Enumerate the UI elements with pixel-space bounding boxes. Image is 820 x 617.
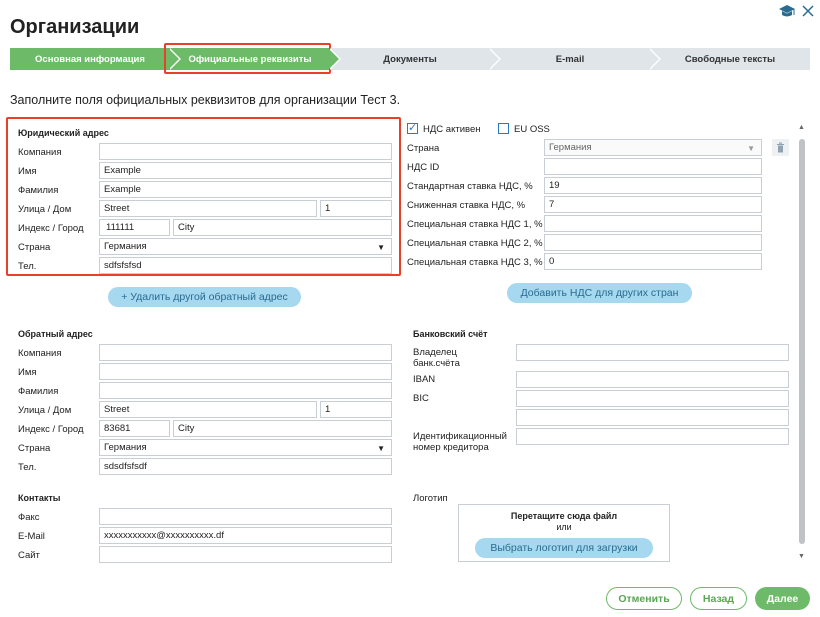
step-documents[interactable]: [330, 48, 490, 70]
selected-country: Германия: [104, 241, 147, 252]
return-last-name-input[interactable]: [99, 382, 392, 399]
first-name-label: Имя: [18, 166, 37, 177]
first-name-label: Имя: [18, 367, 37, 378]
logo-drop-zone[interactable]: [458, 504, 670, 562]
chevron-down-icon: ▼: [377, 243, 385, 252]
return-country-select[interactable]: [99, 439, 392, 456]
legal-country-select[interactable]: [99, 238, 392, 255]
account-owner-label: [413, 347, 460, 369]
selected-country: Германия: [104, 442, 147, 453]
return-city-input[interactable]: City: [173, 420, 392, 437]
next-button[interactable]: Далее: [755, 587, 810, 610]
country-label: Страна: [18, 443, 51, 454]
return-street-input[interactable]: Street: [99, 401, 317, 418]
step-label: E-mail: [555, 53, 585, 65]
return-first-name-input[interactable]: [99, 363, 392, 380]
step-label: Официальные реквизиты: [188, 53, 312, 65]
bic-label: BIC: [413, 393, 429, 404]
vat-country-select[interactable]: [544, 139, 762, 156]
bank-extra-input[interactable]: [516, 409, 789, 426]
special-rate-3-input[interactable]: 0: [544, 253, 762, 270]
legal-first-name-input[interactable]: Example: [99, 162, 392, 179]
creditor-id-label-line: Идентификационный: [413, 431, 507, 442]
chevron-down-icon: ▼: [377, 444, 385, 453]
step-label: Основная информация: [35, 53, 145, 65]
iban-label: IBAN: [413, 374, 436, 385]
intro-text: Заполните поля официальных реквизитов для организации Тест 3.: [10, 93, 401, 107]
step-email[interactable]: [490, 48, 650, 70]
vat-active-checkbox[interactable]: [407, 123, 418, 134]
step-basic-info[interactable]: [10, 48, 170, 70]
scroll-up-icon[interactable]: ▲: [798, 124, 805, 131]
step-label: Свободные тексты: [684, 53, 776, 65]
eu-oss-label: EU OSS: [514, 124, 550, 135]
reduced-rate-label: Сниженная ставка НДС, %: [407, 200, 526, 211]
page-title: Организации: [10, 16, 140, 38]
scrollbar[interactable]: [798, 124, 806, 560]
fax-input[interactable]: [99, 508, 392, 525]
account-owner-label-line: банк.счёта: [413, 358, 460, 369]
legal-last-name-input[interactable]: Example: [99, 181, 392, 198]
add-vat-other-countries-button[interactable]: Добавить НДС для других стран: [507, 283, 692, 303]
standard-rate-input[interactable]: 19: [544, 177, 762, 194]
window-controls: [778, 4, 814, 20]
close-icon[interactable]: [802, 5, 814, 19]
phone-label: Тел.: [18, 261, 37, 272]
company-label: Компания: [18, 348, 62, 359]
bank-account-title: Банковский счёт: [413, 329, 488, 339]
remove-return-address-button[interactable]: + Удалить другой обратный адрес: [108, 287, 301, 307]
return-house-input[interactable]: 1: [320, 401, 392, 418]
vat-id-label: НДС ID: [407, 162, 440, 173]
chevron-down-icon: ▼: [747, 144, 755, 153]
site-input[interactable]: [99, 546, 392, 563]
wizard-steps: [10, 48, 810, 70]
email-input[interactable]: xxxxxxxxxxx@xxxxxxxxxx.df: [99, 527, 392, 544]
step-highlight: [164, 43, 331, 74]
bic-input[interactable]: [516, 390, 789, 407]
special-rate-3-label: Специальная ставка НДС 3, %: [407, 257, 543, 268]
country-label: Страна: [18, 242, 51, 253]
graduation-cap-icon[interactable]: [778, 4, 796, 20]
vat-id-input[interactable]: [544, 158, 762, 175]
special-rate-2-label: Специальная ставка НДС 2, %: [407, 238, 543, 249]
email-label: E-Mail: [18, 531, 45, 542]
return-address-title: Обратный адрес: [18, 329, 93, 339]
legal-phone-input[interactable]: sdfsfsfsd: [99, 257, 392, 274]
creditor-id-label: [413, 431, 507, 453]
zip-city-label: Индекс / Город: [18, 223, 84, 234]
legal-company-input[interactable]: [99, 143, 392, 160]
vat-active-label: НДС активен: [423, 124, 481, 135]
return-company-input[interactable]: [99, 344, 392, 361]
creditor-id-input[interactable]: [516, 428, 789, 445]
selected-country: Германия: [549, 142, 592, 153]
drop-text: Перетащите сюда файл: [510, 511, 618, 521]
creditor-id-label-line: номер кредитора: [413, 442, 489, 453]
vat-country-label: Страна: [407, 143, 440, 154]
special-rate-1-input[interactable]: [544, 215, 762, 232]
fax-label: Факс: [18, 512, 40, 523]
company-label: Компания: [18, 147, 62, 158]
step-free-texts[interactable]: [650, 48, 810, 70]
street-label: Улица / Дом: [18, 405, 72, 416]
street-label: Улица / Дом: [18, 204, 72, 215]
cancel-button[interactable]: Отменить: [606, 587, 682, 610]
legal-address-title: Юридический адрес: [18, 128, 109, 138]
logo-label: Логотип: [413, 493, 448, 504]
zip-city-label: Индекс / Город: [18, 424, 84, 435]
scrollbar-thumb[interactable]: [799, 139, 805, 544]
return-phone-input[interactable]: sdsdfsfsdf: [99, 458, 392, 475]
legal-city-input[interactable]: City: [173, 219, 392, 236]
or-text: или: [556, 522, 572, 532]
standard-rate-label: Стандартная ставка НДС, %: [407, 181, 533, 192]
step-label: Документы: [383, 53, 437, 65]
account-owner-label-line: Владелец: [413, 347, 457, 358]
last-name-label: Фамилия: [18, 185, 59, 196]
last-name-label: Фамилия: [18, 386, 59, 397]
phone-label: Тел.: [18, 462, 37, 473]
return-zip-input[interactable]: 83681: [99, 420, 170, 437]
legal-house-input[interactable]: 1: [320, 200, 392, 217]
eu-oss-checkbox[interactable]: [498, 123, 509, 134]
legal-street-input[interactable]: Street: [99, 200, 317, 217]
back-button[interactable]: Назад: [690, 587, 747, 610]
special-rate-1-label: Специальная ставка НДС 1, %: [407, 219, 543, 230]
site-label: Сайт: [18, 550, 40, 561]
reduced-rate-input[interactable]: 7: [544, 196, 762, 213]
scroll-down-icon[interactable]: ▼: [798, 553, 805, 560]
special-rate-2-input[interactable]: [544, 234, 762, 251]
contacts-title: Контакты: [18, 493, 61, 503]
iban-input[interactable]: [516, 371, 789, 388]
account-owner-input[interactable]: [516, 344, 789, 361]
trash-icon[interactable]: [772, 139, 789, 156]
legal-zip-input[interactable]: 111111: [99, 219, 170, 236]
choose-logo-button[interactable]: Выбрать логотип для загрузки: [475, 538, 653, 558]
